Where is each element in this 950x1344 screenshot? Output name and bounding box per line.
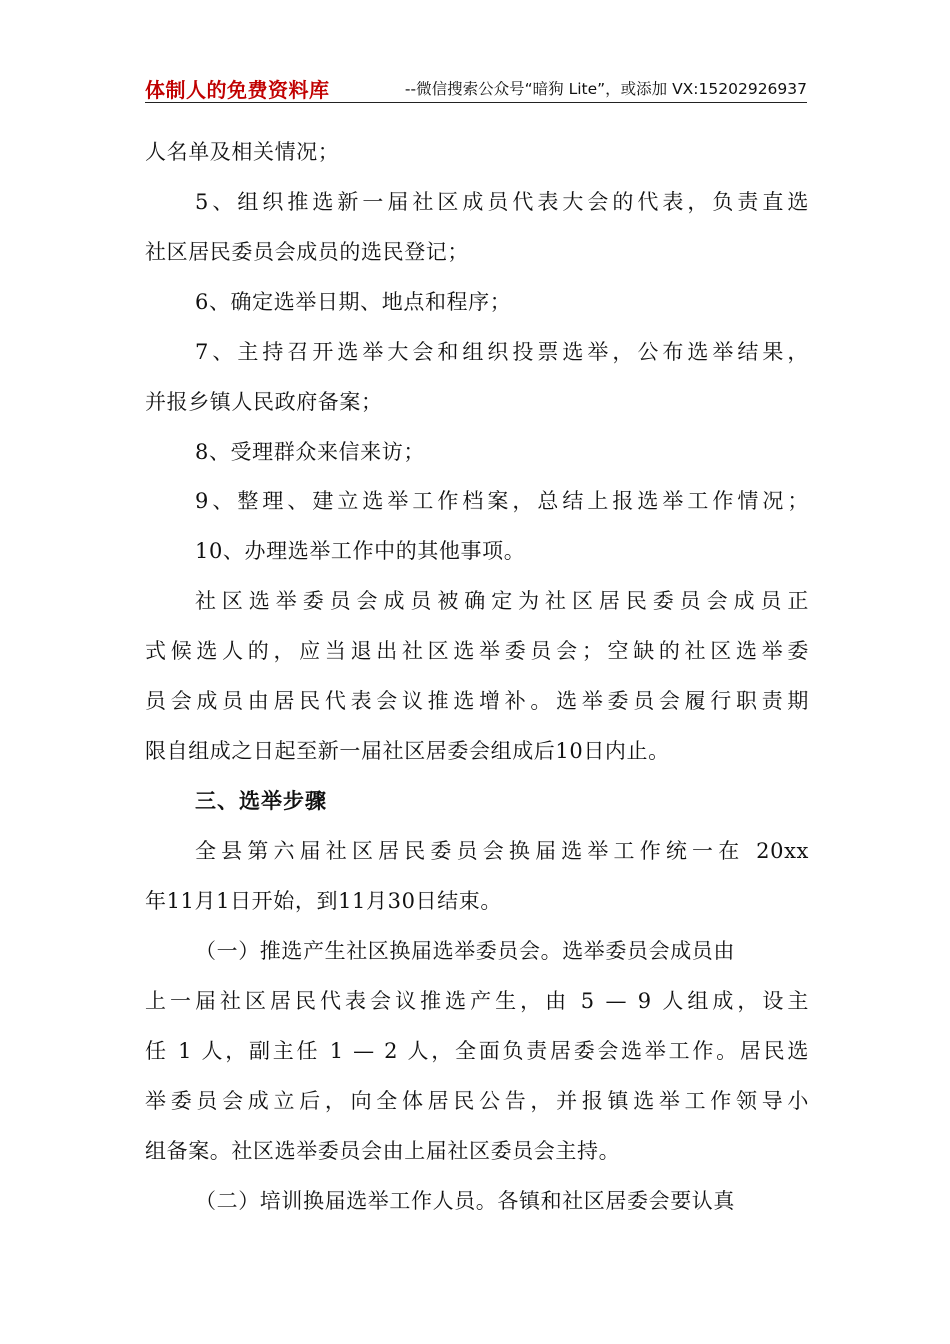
- paragraph-line: [195, 1186, 809, 1216]
- text-run: 各镇和社区居委会要认真: [497, 1189, 736, 1213]
- header-brand: 体制人的免费资料库: [145, 78, 330, 102]
- subheading-1: （一）推选产生社区换届选举委员会。: [195, 939, 563, 963]
- text-line: 社区选举委员会成员被确定为社区居民委员会成员正: [195, 589, 809, 613]
- text-line: 上一届社区居民代表会议推选产生，由 5 — 9 人组成，设主: [145, 989, 809, 1013]
- text-line: 10、办理选举工作中的其他事项。: [195, 539, 526, 563]
- text-line: 举委员会成立后，向全体居民公告，并报镇选举工作领导小: [145, 1089, 809, 1113]
- paragraph-line: [195, 936, 809, 966]
- section-heading: 三、选举步骤: [195, 789, 327, 813]
- text-line: 年11月1日开始，到11月30日结束。: [145, 889, 502, 913]
- text-line: 人名单及相关情况；: [145, 140, 340, 164]
- text-line: 9、整理、建立选举工作档案，总结上报选举工作情况；: [195, 489, 809, 513]
- text-line: 式候选人的，应当退出社区选举委员会；空缺的社区选举委: [145, 639, 809, 663]
- text-line: 社区居民委员会成员的选民登记；: [145, 240, 469, 264]
- text-line: 任 1 人，副主任 1 — 2 人，全面负责居委会选举工作。居民选: [145, 1039, 809, 1063]
- text-line: 6、确定选举日期、地点和程序；: [195, 290, 512, 314]
- text-line: 全县第六届社区居民委员会换届选举工作统一在 20xx: [195, 839, 809, 863]
- text-line: 5、组织推选新一届社区成员代表大会的代表，负责直选: [195, 190, 809, 214]
- page-header: [145, 72, 807, 103]
- subheading-2: （二）培训换届选举工作人员。: [195, 1189, 498, 1213]
- text-line: 员会成员由居民代表会议推选增补。选举委员会履行职责期: [145, 689, 809, 713]
- text-line: 7、主持召开选举大会和组织投票选举，公布选举结果，: [195, 340, 809, 364]
- text-run: 选举委员会成员由: [562, 939, 736, 963]
- header-contact: --微信搜索公众号“暗狗 Lite”，或添加 VX:15202926937: [404, 80, 807, 98]
- text-line: 组备案。社区选举委员会由上届社区委员会主持。: [145, 1139, 621, 1163]
- text-line: 8、受理群众来信来访；: [195, 440, 425, 464]
- text-line: 并报乡镇人民政府备案；: [145, 390, 383, 414]
- text-line: 限自组成之日起至新一届社区居委会组成后10日内止。: [145, 739, 670, 763]
